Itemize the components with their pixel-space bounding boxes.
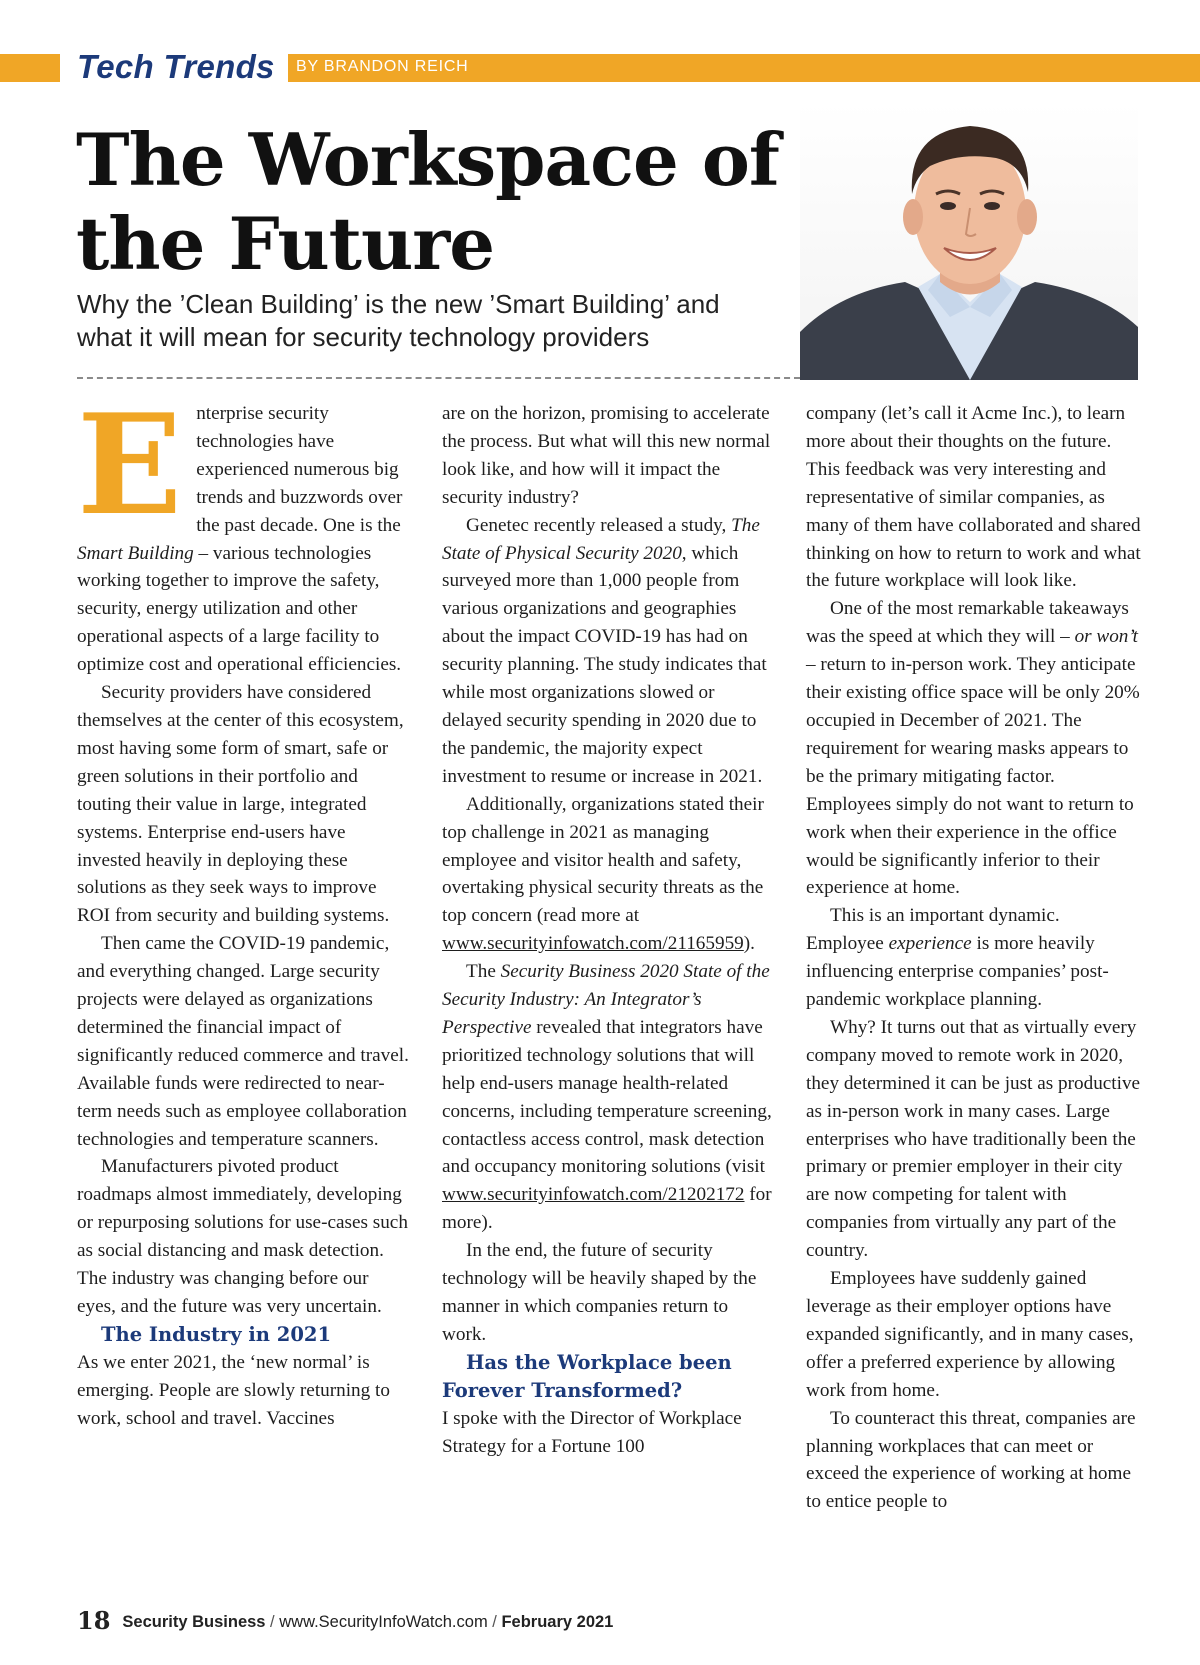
study-title: The State of Physical Security 2020 (442, 514, 760, 564)
paragraph-text: Additionally, organizations stated their top challenge in 2021 as managing employee and visitor health and safety, overtaking physical security threats as the top concern (read more at (442, 793, 764, 927)
article-column-1 (77, 383, 412, 1433)
paragraph-text: , which surveyed more than 1,000 people from various organizations and geographies about the impact COVID-19 has had on security planning. The study indicates that while most organizations slowed or delayed security spending in 2020 due to the pandemic, the majority expect investment to resume or increase in 2021. (442, 542, 767, 787)
paragraph-text: Genetec recently released a study, (466, 514, 732, 536)
paragraph: are on the horizon, promising to accelerate the process. But what will this new normal look like, and how will it impact the security industry? (442, 403, 771, 508)
paragraph: As we enter 2021, the ‘new normal’ is emerging. People are slowly returning to work, school and travel. Vaccines (77, 1351, 390, 1429)
article-column-2 (442, 400, 777, 1460)
page-number: 18 (77, 1606, 111, 1635)
paragraph: Then came the COVID-19 pandemic, and everything changed. Large security projects were delayed as organizations determined the financial impact of significantly reduced commerce and travel. Available funds were redirected to near-term needs such as employee collaboration technologies and temperature scanners. (77, 933, 409, 1150)
page-footer (77, 1606, 613, 1635)
paragraph: company (let’s call it Acme Inc.), to learn more about their thoughts on the future. This feedback was very interesting and representative of similar companies, as many of them have collaborated and shared thinking on how to return to work and what the future workplace will look like. (806, 403, 1141, 592)
emphasis-text: – or won’t – (806, 626, 1138, 676)
footer-separator: / (487, 1613, 502, 1631)
paragraph: Employees have suddenly gained leverage as their employer options have expanded significantly, and in many cases, offer a preferred experience by allowing work from home. (806, 1268, 1134, 1401)
paragraph-text: One of the most remarkable takeaways was the speed at which they will (806, 598, 1129, 648)
paragraph-text: is more heavily influencing enterprise companies’ post-pandemic workplace planning. (806, 933, 1109, 1011)
section-label: Tech Trends (77, 48, 275, 85)
article-column-3 (806, 400, 1141, 1516)
paragraph-text: This is an important dynamic. Employee (806, 905, 1060, 955)
paragraph-text: nterprise security technologies have experienced numerous big trends and buzzwords over the past decade. One is the (196, 403, 403, 536)
paragraph-text: The (466, 961, 501, 983)
drop-cap: E (77, 383, 183, 546)
magazine-name: Security Business (122, 1613, 266, 1631)
paragraph (806, 902, 1141, 1014)
paragraph (442, 958, 777, 1237)
author-photo (800, 102, 1138, 380)
paragraph-text: – various technologies working together to improve the safety, security, energy utilization and other operational aspects of a large facility to optimize cost and operational efficiencies. (77, 542, 402, 676)
issue-date: February 2021 (501, 1613, 614, 1631)
paragraph: Security providers have considered themselves at the center of this ecosystem, most having some form of smart, safe or green solutions in their portfolio and touting their value in large, integrated systems. Enterprise end-users have invested heavily in deploying these solutions as they seek ways to improve ROI from security and building systems. (77, 682, 404, 927)
website-link[interactable]: www.SecurityInfoWatch.com (279, 1613, 488, 1631)
emphasis-text: experience (888, 933, 972, 955)
paragraph: I spoke with the Director of Workplace Strategy for a Fortune 100 (442, 1407, 742, 1457)
article-subtitle: Why the ’Clean Building’ is the new ’Smart Building’ and what it will mean for security technology providers (77, 289, 720, 352)
paragraph (442, 791, 777, 958)
footer-separator: / (265, 1613, 280, 1631)
paragraph-text: ). (743, 933, 755, 955)
paragraph: In the end, the future of security technology will be heavily shaped by the manner in which companies return to work. (442, 1240, 757, 1345)
article-title: The Workspace of the Future (76, 117, 779, 286)
section-heading: The Industry in 2021 (101, 1322, 332, 1346)
paragraph: Why? It turns out that as virtually every company moved to remote work in 2020, they determined it can be just as productive as in-person work in many cases. Large enterprises who have traditionally been the primary or premier employer in their city are now competing for talent with companies from virtually any part of the country. (806, 1016, 1141, 1262)
emphasis-text: Smart Building (77, 542, 194, 564)
section-heading: Has the Workplace been Forever Transformed? (442, 1350, 732, 1402)
paragraph (442, 512, 777, 791)
paragraph-text: return to in-person work. They anticipate their existing office space will be only 20% occupied in December of 2021. The requirement for wearing masks appears to be the primary mitigating factor. Employees simply do not want to return to work when their experience in the office would be significantly inferior to their experience at home. (806, 654, 1140, 899)
article-link[interactable]: www.securityinfowatch.com/21202172 (442, 1184, 745, 1206)
paragraph: To counteract this threat, companies are planning workplaces that can meet or exceed the experience of working at home to entice people to (806, 1407, 1136, 1513)
paragraph: Manufacturers pivoted product roadmaps almost immediately, developing or repurposing solutions for use-cases such as social distancing and mask detection. The industry was changing before our eyes, and the future was very uncertain. (77, 1156, 408, 1317)
header-divider (77, 377, 800, 379)
byline: BY BRANDON REICH (296, 58, 469, 75)
report-title: Security Business 2020 State of the Security Industry: An Integrator’s Perspective (442, 961, 770, 1038)
author-portrait-illustration (800, 102, 1138, 380)
article-link[interactable]: www.securityinfowatch.com/21165959 (442, 933, 744, 955)
accent-bar-left (0, 54, 60, 82)
paragraph (806, 595, 1141, 902)
paragraph-text: for more). (442, 1184, 772, 1234)
paragraph-text: revealed that integrators have prioritized technology solutions that will help end-users manage health-related concerns, including temperature screening, contactless access control, mask detection and occupancy monitoring solutions (visit (442, 1016, 772, 1178)
